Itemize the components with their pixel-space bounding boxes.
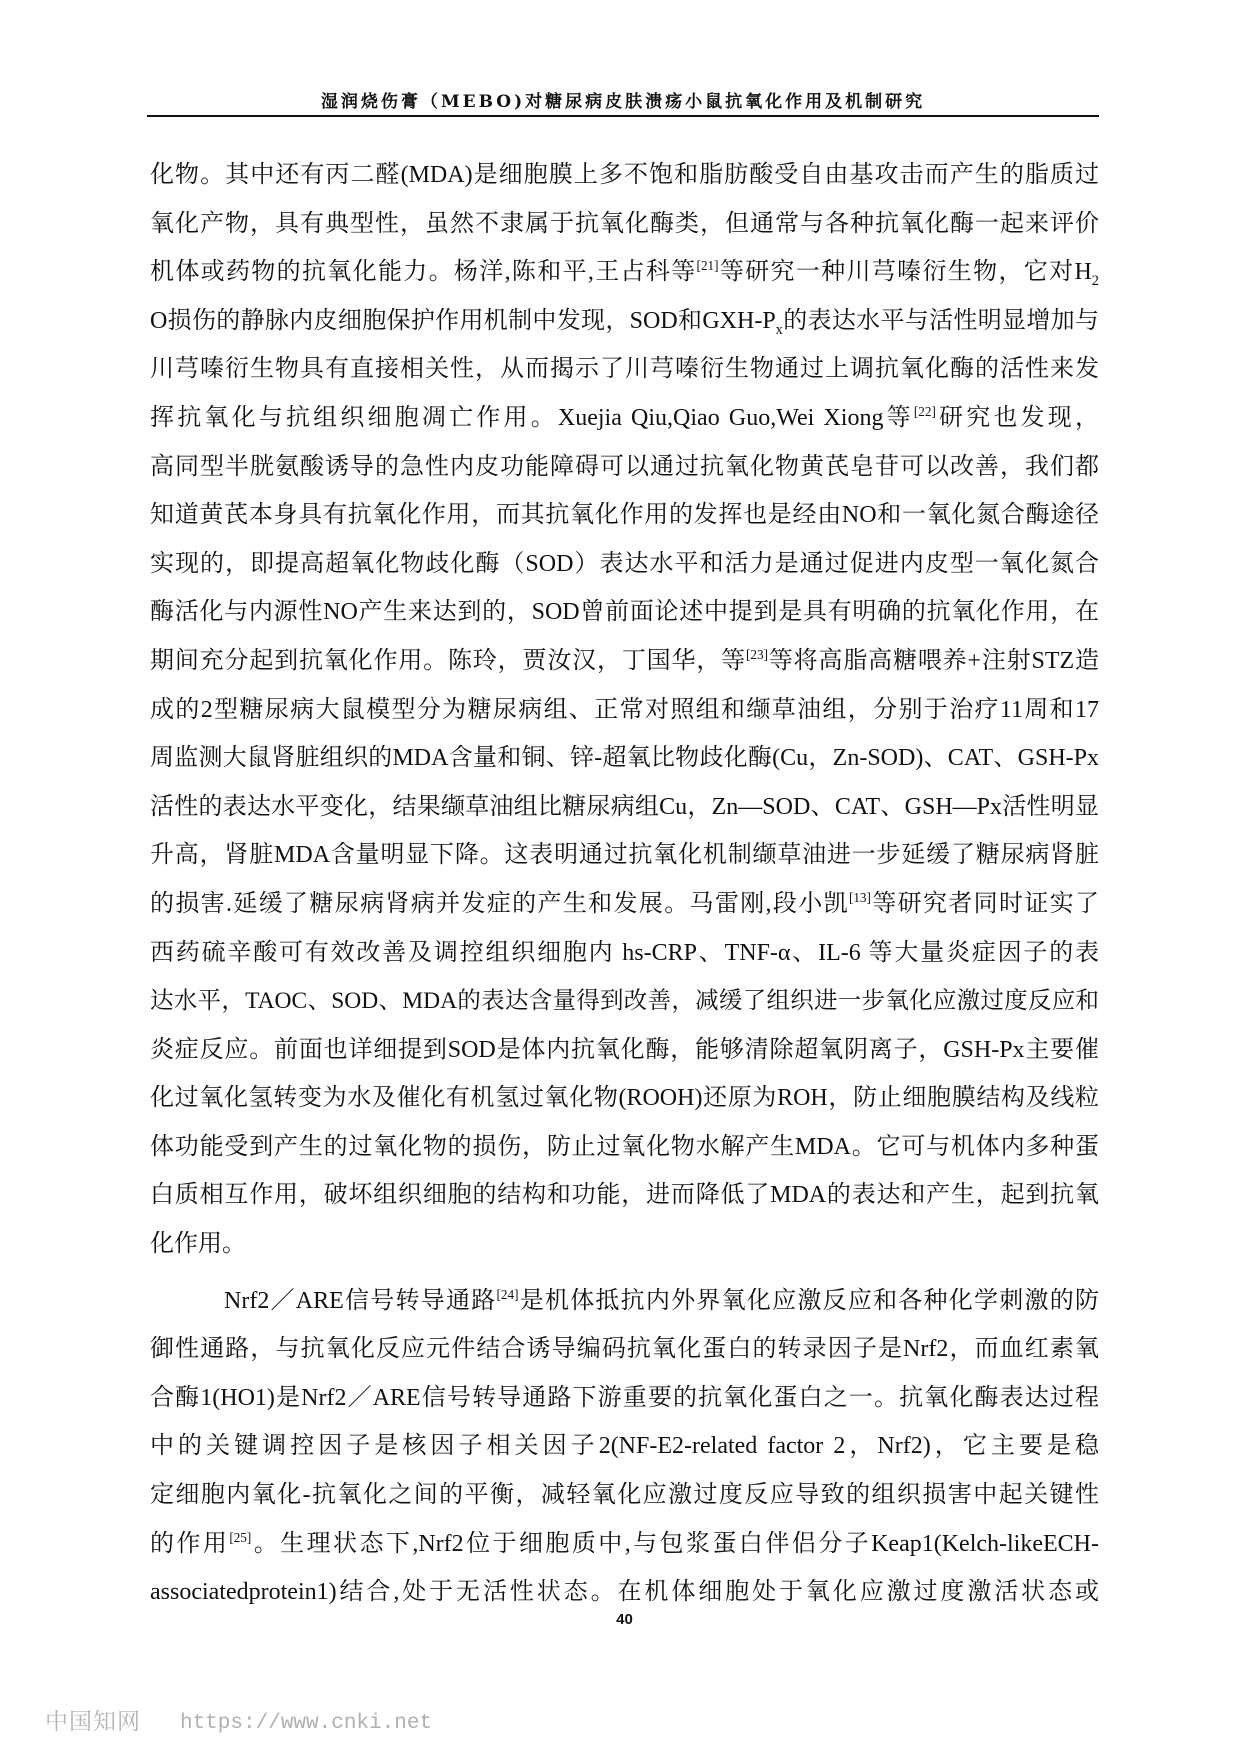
text-line bbox=[150, 200, 1099, 249]
header-rule bbox=[147, 115, 1099, 117]
text-run: 御性通路，与抗氧化反应元件结合诱导编码抗氧化蛋白的转录因子是Nrf2，而血红素氧 bbox=[150, 1336, 1099, 1363]
text-run: 合酶1(HO1)是Nrf2／ARE信号转导通路下游重要的抗氧化蛋白之一。抗氧化酶表达过程 bbox=[150, 1384, 1099, 1411]
text-run: O损伤的静脉内皮细胞保护作用机制中发现，SOD和GXH-P bbox=[150, 307, 776, 334]
text-run: 知道黄芪本身具有抗氧化作用，而其抗氧化作用的发挥也是经由NO和一氧化氮合酶途径 bbox=[150, 502, 1099, 529]
text-run: 研究也发现， bbox=[935, 404, 1099, 431]
watermark-url: https://www.cnki.net bbox=[180, 1712, 433, 1735]
text-run: 定细胞内氧化-抗氧化之间的平衡，减轻氧化应激过度反应导致的组织损害中起关键性 bbox=[150, 1482, 1099, 1509]
text-run: 达水平，TAOC、SOD、MDA的表达含量得到改善，减缓了组织进一步氧化应激过度反应和 bbox=[150, 988, 1099, 1015]
text-line bbox=[150, 1568, 1099, 1617]
citation-marker: [25] bbox=[229, 1529, 252, 1545]
text-run: 的表达水平与活性明显增加与 bbox=[782, 307, 1099, 334]
text-line bbox=[150, 880, 1099, 929]
text-line bbox=[150, 1520, 1099, 1569]
text-line bbox=[150, 1471, 1099, 1520]
text-run: 化物。其中还有丙二醛(MDA)是细胞膜上多不饱和脂肪酸受自由基攻击而产生的脂质过 bbox=[150, 162, 1099, 188]
text-run: 化过氧化氢转变为水及催化有机氢过氧化物(ROOH)还原为ROH，防止细胞膜结构及线粒 bbox=[150, 1085, 1099, 1112]
text-run: 化作用。 bbox=[150, 1231, 246, 1258]
text-line bbox=[150, 1171, 1099, 1220]
text-line bbox=[150, 540, 1099, 589]
text-run: 升高，肾脏MDA含量明显下降。这表明通过抗氧化机制缬草油进一步延缓了糖尿病肾脏 bbox=[150, 842, 1099, 869]
text-line bbox=[150, 588, 1099, 637]
text-line bbox=[150, 248, 1099, 297]
watermark-logo-text: 中国知网 bbox=[45, 1709, 141, 1735]
text-line bbox=[150, 443, 1099, 492]
text-line bbox=[150, 151, 1099, 200]
text-run: associatedprotein1)结合,处于无活性状态。在机体细胞处于氧化应激过度激活状态或 bbox=[150, 1579, 1099, 1606]
text-run: 等将高脂高糖喂养+注射STZ造 bbox=[767, 647, 1099, 674]
running-header-title: 湿润烧伤膏（MEBO)对糖尿病皮肤溃疡小鼠抗氧化作用及机制研究 bbox=[320, 92, 926, 112]
text-line bbox=[150, 1220, 1099, 1269]
text-line bbox=[150, 831, 1099, 880]
subscript: x bbox=[775, 321, 783, 338]
text-run: 是机体抵抗内外界氧化应激反应和各种化学刺激的防 bbox=[518, 1287, 1099, 1314]
paragraph bbox=[150, 1277, 1099, 1617]
text-line bbox=[150, 491, 1099, 540]
text-line bbox=[150, 1074, 1099, 1123]
text-line bbox=[150, 637, 1099, 686]
text-run: 等研究一种川芎嗪衍生物，它对H bbox=[718, 259, 1092, 286]
text-run: 酶活化与内源性NO产生来达到的，SOD曾前面论述中提到是具有明确的抗氧化作用，在 bbox=[150, 599, 1099, 626]
text-line bbox=[150, 1422, 1099, 1471]
text-run: Nrf2／ARE信号转导通路 bbox=[224, 1287, 497, 1314]
citation-marker: [22] bbox=[913, 403, 936, 419]
text-run: 成的2型糖尿病大鼠模型分为糖尿病组、正常对照组和缬草油组，分别于治疗11周和17 bbox=[150, 696, 1099, 723]
text-run: 挥抗氧化与抗组织细胞凋亡作用。Xuejia Qiu,Qiao Guo,Wei Xiong等 bbox=[150, 404, 914, 431]
text-run: 炎症反应。前面也详细提到SOD是体内抗氧化酶，能够清除超氧阴离子，GSH-Px主要催 bbox=[150, 1036, 1099, 1063]
citation-marker: [24] bbox=[496, 1286, 519, 1302]
text-line bbox=[150, 1374, 1099, 1423]
subscript: 2 bbox=[1091, 272, 1099, 289]
text-run: 高同型半胱氨酸诱导的急性内皮功能障碍可以通过抗氧化物黄芪皂苷可以改善，我们都 bbox=[150, 453, 1099, 480]
citation-marker: [21] bbox=[696, 258, 719, 274]
text-line bbox=[150, 977, 1099, 1026]
text-run: 体功能受到产生的过氧化物的损伤，防止过氧化物水解产生MDA。它可与机体内多种蛋 bbox=[150, 1133, 1099, 1160]
text-line bbox=[150, 929, 1099, 978]
citation-marker: [13] bbox=[848, 889, 871, 905]
text-run: 的作用 bbox=[150, 1530, 230, 1557]
text-line bbox=[150, 1325, 1099, 1374]
paragraph bbox=[150, 151, 1099, 1269]
text-line bbox=[150, 734, 1099, 783]
text-run: 周监测大鼠肾脏组织的MDA含量和铜、锌-超氧比物歧化酶(Cu，Zn-SOD)、CAT、GSH-Px bbox=[150, 745, 1099, 772]
text-run: 的损害.延缓了糖尿病肾病并发症的产生和发展。马雷刚,段小凯 bbox=[150, 890, 849, 917]
body-text bbox=[150, 151, 1099, 1617]
text-run: 氧化产物，具有典型性，虽然不隶属于抗氧化酶类，但通常与各种抗氧化酶一起来评价 bbox=[150, 210, 1099, 237]
text-line bbox=[150, 686, 1099, 735]
text-run: 机体或药物的抗氧化能力。杨洋,陈和平,王占科等 bbox=[150, 259, 697, 286]
text-run: 西药硫辛酸可有效改善及调控组织细胞内 hs-CRP、TNF-α、IL-6 等大量炎症因子的表 bbox=[150, 939, 1099, 966]
text-run: 白质相互作用，破坏组织细胞的结构和功能，进而降低了MDA的表达和产生，起到抗氧 bbox=[150, 1182, 1099, 1209]
text-line bbox=[150, 1123, 1099, 1172]
text-line bbox=[150, 345, 1099, 394]
citation-marker: [23] bbox=[746, 646, 768, 662]
text-run: 活性的表达水平变化，结果缬草油组比糖尿病组Cu，Zn—SOD、CAT、GSH—Px活性明显 bbox=[150, 793, 1099, 820]
text-line bbox=[150, 783, 1099, 832]
text-line bbox=[150, 1277, 1099, 1326]
text-line bbox=[150, 394, 1099, 443]
text-line bbox=[150, 297, 1099, 346]
text-run: 。生理状态下,Nrf2位于细胞质中,与包浆蛋白伴侣分子Keap1(Kelch-likeECH- bbox=[251, 1530, 1099, 1557]
text-line bbox=[150, 1026, 1099, 1075]
text-run: 中的关键调控因子是核因子相关因子2(NF-E2-related factor 2，Nrf2)，它主要是稳 bbox=[150, 1433, 1099, 1460]
text-run: 川芎嗪衍生物具有直接相关性，从而揭示了川芎嗪衍生物通过上调抗氧化酶的活性来发 bbox=[150, 356, 1099, 383]
page-number: 40 bbox=[616, 1611, 633, 1628]
text-run: 实现的，即提高超氧化物歧化酶（SOD）表达水平和活力是通过促进内皮型一氧化氮合 bbox=[150, 550, 1099, 577]
text-run: 等研究者同时证实了 bbox=[870, 890, 1099, 917]
text-run: 期间充分起到抗氧化作用。陈玲，贾汝汉，丁国华，等 bbox=[150, 647, 746, 674]
